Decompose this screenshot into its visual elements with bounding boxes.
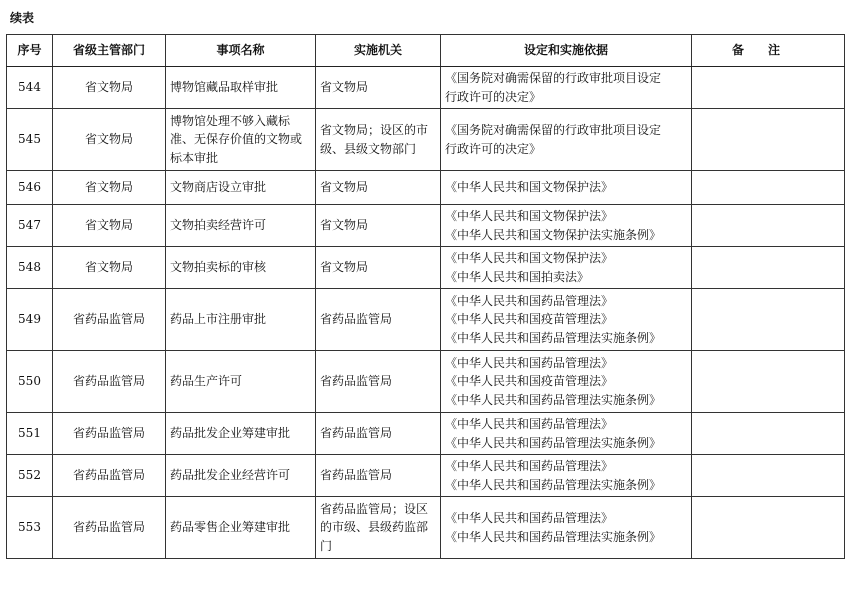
row-legal-basis (441, 205, 692, 247)
row-item-name: 文物拍卖经营许可 (166, 205, 316, 247)
legal-basis-line: 《中华人民共和国药品管理法实施条例》 (445, 330, 662, 345)
approval-items-table (6, 34, 845, 559)
legal-basis-line: 《中华人民共和国药品管理法实施条例》 (445, 477, 662, 492)
row-legal-basis (441, 455, 692, 497)
row-note (692, 171, 845, 205)
legal-basis-line: 《中华人民共和国药品管理法》 (445, 459, 614, 473)
legal-basis-line: 《中华人民共和国文物保护法》 (445, 251, 614, 265)
row-item-name: 药品生产许可 (166, 351, 316, 413)
row-legal-basis (441, 109, 692, 171)
legal-basis-line: 《中华人民共和国药品管理法》 (445, 511, 614, 525)
table-row (7, 289, 845, 351)
row-department: 省文物局 (53, 171, 166, 205)
row-agency: 省文物局 (316, 247, 441, 289)
row-number: 550 (7, 351, 53, 413)
row-department: 省药品监管局 (53, 351, 166, 413)
legal-basis-line: 《中华人民共和国文物保护法实施条例》 (445, 227, 662, 242)
table-header-row (7, 35, 845, 67)
row-item-name: 药品批发企业经营许可 (166, 455, 316, 497)
row-note (692, 455, 845, 497)
row-note (692, 205, 845, 247)
row-legal-basis (441, 413, 692, 455)
header-note (692, 35, 845, 67)
row-number: 551 (7, 413, 53, 455)
row-item-name: 药品批发企业筹建审批 (166, 413, 316, 455)
row-note (692, 109, 845, 171)
legal-basis-line: 《中华人民共和国疫苗管理法》 (445, 374, 614, 389)
row-item-name: 药品上市注册审批 (166, 289, 316, 351)
row-department: 省药品监管局 (53, 289, 166, 351)
row-department: 省文物局 (53, 67, 166, 109)
legal-basis-line: 《中华人民共和国药品管理法实施条例》 (445, 392, 662, 407)
header-item: 事项名称 (166, 35, 316, 67)
legal-basis-line: 《中华人民共和国药品管理法》 (445, 293, 614, 308)
table-row (7, 109, 845, 171)
table-row (7, 497, 845, 559)
row-number: 552 (7, 455, 53, 497)
header-agency: 实施机关 (316, 35, 441, 67)
row-department: 省文物局 (53, 247, 166, 289)
row-note (692, 67, 845, 109)
row-legal-basis (441, 497, 692, 559)
header-basis: 设定和实施依据 (441, 35, 692, 67)
header-dept: 省级主管部门 (53, 35, 166, 67)
row-legal-basis (441, 171, 692, 205)
legal-basis-line: 《国务院对确需保留的行政审批项目设定 (445, 71, 662, 85)
table-row (7, 351, 845, 413)
legal-basis-line: 《中华人民共和国文物保护法》 (445, 180, 614, 195)
row-department: 省药品监管局 (53, 497, 166, 559)
row-legal-basis (441, 247, 692, 289)
row-agency: 省药品监管局 (316, 413, 441, 455)
row-department: 省药品监管局 (53, 455, 166, 497)
table-row (7, 67, 845, 109)
row-department: 省文物局 (53, 205, 166, 247)
table-row (7, 247, 845, 289)
legal-basis-line: 《中华人民共和国文物保护法》 (445, 209, 614, 223)
table-row (7, 455, 845, 497)
row-agency: 省药品监管局 (316, 289, 441, 351)
header-num: 序号 (7, 35, 53, 67)
row-agency: 省文物局 (316, 67, 441, 109)
row-note (692, 413, 845, 455)
row-number: 553 (7, 497, 53, 559)
row-item-name: 博物馆藏品取样审批 (166, 67, 316, 109)
row-legal-basis (441, 351, 692, 413)
table-row (7, 171, 845, 205)
legal-basis-line: 《中华人民共和国疫苗管理法》 (445, 312, 614, 327)
legal-basis-line: 行政许可的决定》 (445, 141, 542, 156)
row-item-name: 博物馆处理不够入藏标准、无保存价值的文物或标本审批 (166, 109, 316, 171)
row-legal-basis (441, 289, 692, 351)
legal-basis-line: 行政许可的决定》 (445, 89, 542, 104)
row-number: 549 (7, 289, 53, 351)
row-note (692, 247, 845, 289)
row-note (692, 351, 845, 413)
row-item-name: 文物商店设立审批 (166, 171, 316, 205)
row-note (692, 289, 845, 351)
row-legal-basis (441, 67, 692, 109)
row-agency: 省文物局；设区的市级、县级文物部门 (316, 109, 441, 171)
legal-basis-line: 《中华人民共和国药品管理法实施条例》 (445, 529, 662, 544)
row-item-name: 药品零售企业筹建审批 (166, 497, 316, 559)
row-item-name: 文物拍卖标的审核 (166, 247, 316, 289)
legal-basis-line: 《中华人民共和国药品管理法实施条例》 (445, 435, 662, 450)
table-row (7, 413, 845, 455)
legal-basis-line: 《国务院对确需保留的行政审批项目设定 (445, 123, 662, 137)
table-caption: 续表 (10, 11, 35, 25)
row-number: 546 (7, 171, 53, 205)
header-note-label: 备注 (731, 43, 804, 58)
row-agency: 省药品监管局 (316, 351, 441, 413)
row-agency: 省文物局 (316, 205, 441, 247)
row-number: 547 (7, 205, 53, 247)
table-row (7, 205, 845, 247)
legal-basis-line: 《中华人民共和国拍卖法》 (445, 269, 590, 284)
row-agency: 省药品监管局；设区的市级、县级药监部门 (316, 497, 441, 559)
row-number: 545 (7, 109, 53, 171)
row-number: 548 (7, 247, 53, 289)
row-department: 省药品监管局 (53, 413, 166, 455)
legal-basis-line: 《中华人民共和国药品管理法》 (445, 355, 614, 370)
row-department: 省文物局 (53, 109, 166, 171)
row-note (692, 497, 845, 559)
row-number: 544 (7, 67, 53, 109)
legal-basis-line: 《中华人民共和国药品管理法》 (445, 417, 614, 431)
row-agency: 省文物局 (316, 171, 441, 205)
row-agency: 省药品监管局 (316, 455, 441, 497)
